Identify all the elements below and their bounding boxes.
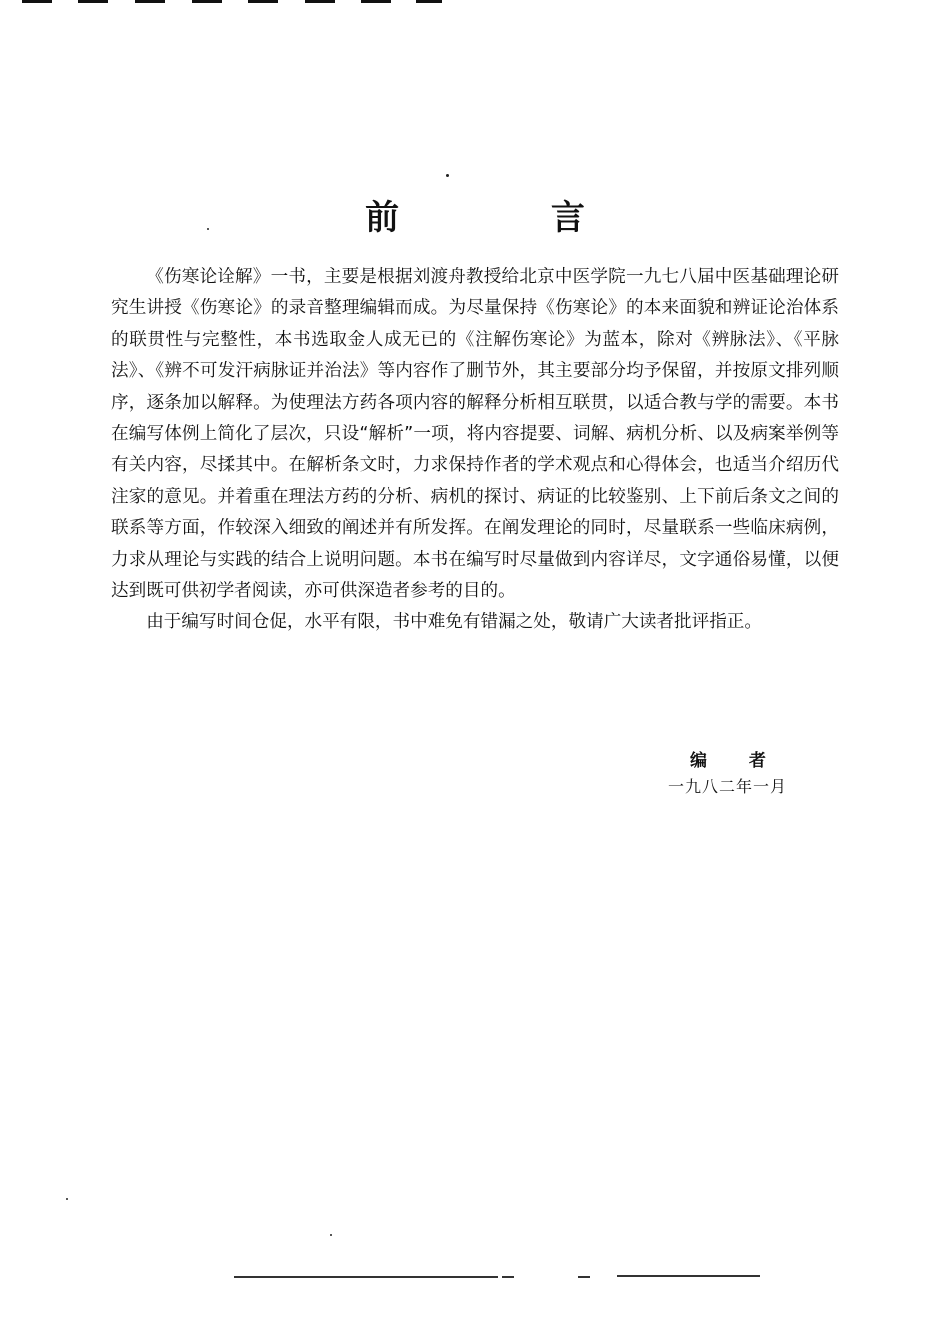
preface-date: 一九八二年一月	[668, 777, 788, 796]
scan-speck	[330, 1234, 332, 1236]
scan-speck	[66, 1198, 68, 1200]
preface-body	[111, 262, 839, 639]
preface-paragraph-1: 《伤寒论诠解》一书，主要是根据刘渡舟教授给北京中医学院一九七八届中医基础理论研究生讲授《伤寒论》的录音整理编辑而成。为尽量保持《伤寒论》的本来面貌和辨证论治体系的联贯性与完整性，本书选取金人成无已的《注解伤寒论》为蓝本，除对《辨脉法》、《平脉法》、《辨不可发汗病脉证并治法》等内容作了删节外，其主要部分均予保留，并按原文排列顺序，逐条加以解释。为使理法方药各项内容的解释分析相互联贯，以适合教与学的需要。本书在编写体例上简化了层次，只设“解析”一项，将内容提要、词解、病机分析、以及病案举例等有关内容，尽揉其中。在解析条文时，力求保持作者的学术观点和心得体会，也适当介绍历代注家的意见。并着重在理法方药的分析、病机的探讨、病证的比较鉴别、上下前后条文之间的联系等方面，作较深入细致的阐述并有所发挥。在阐发理论的同时，尽量联系一些临床病例，力求从理论与实践的结合上说明问题。本书在编写时尽量做到内容详尽，文字通俗易懂，以便达到既可供初学者阅读，亦可供深造者参考的目的。	[111, 267, 839, 602]
page-title: 前 言	[365, 198, 655, 238]
author-signature: 编 者	[690, 751, 784, 771]
scan-speck	[446, 174, 449, 177]
preface-paragraph-2: 由于编写时间仓促，水平有限，书中难免有错漏之处，敬请广大读者批评指正。	[146, 612, 762, 633]
